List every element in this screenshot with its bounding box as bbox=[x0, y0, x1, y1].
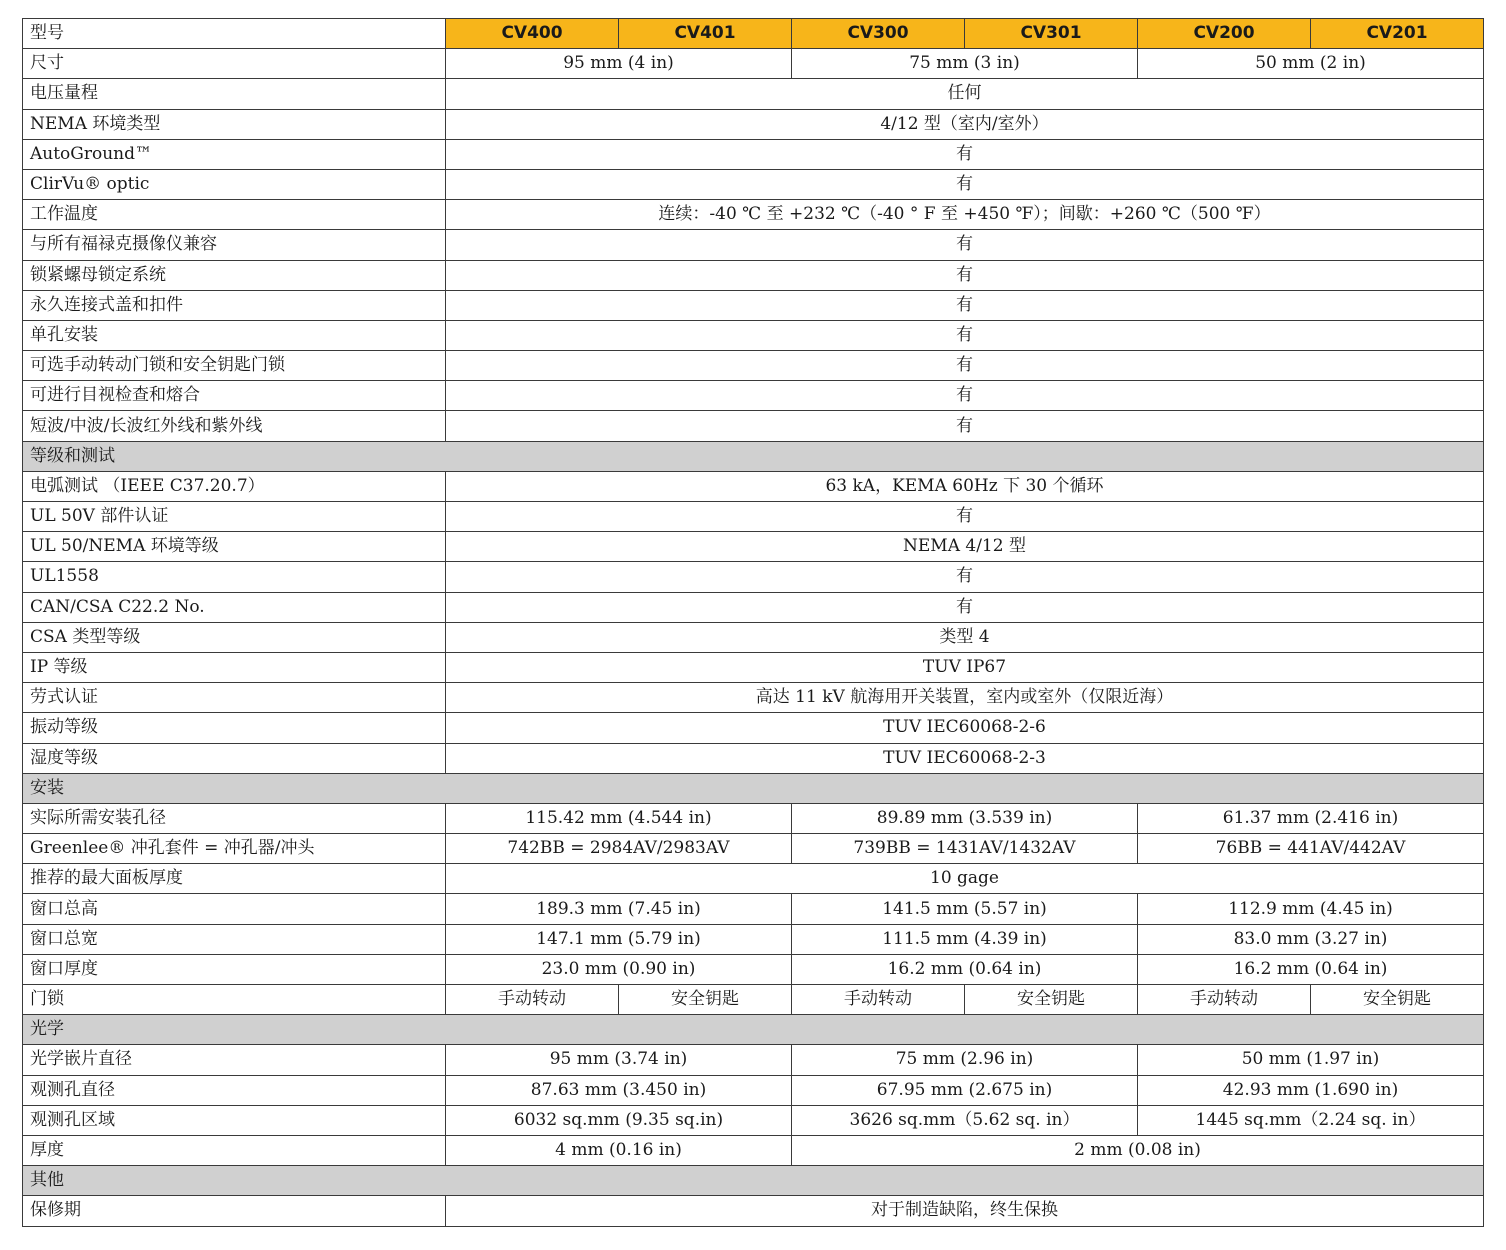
section-header-row bbox=[23, 773, 1484, 803]
spec-value: 连续：-40 ℃ 至 +232 ℃（-40 ° F 至 +450 ℉）；间歇：+260 ℃（500 ℉） bbox=[446, 200, 1484, 230]
spec-value: 16.2 mm (0.64 in) bbox=[1138, 954, 1484, 984]
spec-label: Greenlee® 冲孔套件 = 冲孔器/冲头 bbox=[23, 834, 446, 864]
spec-value: 75 mm (2.96 in) bbox=[792, 1045, 1138, 1075]
spec-value: 42.93 mm (1.690 in) bbox=[1138, 1075, 1484, 1105]
spec-label: 观测孔直径 bbox=[23, 1075, 446, 1105]
spec-row bbox=[23, 713, 1484, 743]
spec-value: 6032 sq.mm (9.35 sq.in) bbox=[446, 1105, 792, 1135]
header-label: 型号 bbox=[23, 19, 446, 49]
spec-value: 有 bbox=[446, 139, 1484, 169]
spec-label: 电弧测试 （IEEE C37.20.7） bbox=[23, 471, 446, 501]
spec-label: 振动等级 bbox=[23, 713, 446, 743]
spec-value: 739BB = 1431AV/1432AV bbox=[792, 834, 1138, 864]
spec-value: TUV IEC60068-2-3 bbox=[446, 743, 1484, 773]
spec-value: NEMA 4/12 型 bbox=[446, 532, 1484, 562]
spec-row bbox=[23, 290, 1484, 320]
spec-value: 手动转动 bbox=[1138, 985, 1311, 1015]
spec-row bbox=[23, 622, 1484, 652]
spec-value: 类型 4 bbox=[446, 622, 1484, 652]
spec-label: 窗口总高 bbox=[23, 894, 446, 924]
spec-row bbox=[23, 592, 1484, 622]
spec-label: 短波/中波/长波红外线和紫外线 bbox=[23, 411, 446, 441]
spec-label: 实际所需安装孔径 bbox=[23, 803, 446, 833]
spec-value: 1445 sq.mm（2.24 sq. in） bbox=[1138, 1105, 1484, 1135]
spec-row bbox=[23, 109, 1484, 139]
spec-row bbox=[23, 381, 1484, 411]
spec-value: 141.5 mm (5.57 in) bbox=[792, 894, 1138, 924]
spec-value: 有 bbox=[446, 230, 1484, 260]
spec-label: CAN/CSA C22.2 No. bbox=[23, 592, 446, 622]
spec-label: 观测孔区域 bbox=[23, 1105, 446, 1135]
section-header-row bbox=[23, 441, 1484, 471]
spec-label: 湿度等级 bbox=[23, 743, 446, 773]
spec-label: 电压量程 bbox=[23, 79, 446, 109]
spec-value: 有 bbox=[446, 411, 1484, 441]
spec-label: ClirVu® optic bbox=[23, 169, 446, 199]
spec-value: 75 mm (3 in) bbox=[792, 49, 1138, 79]
spec-value: 有 bbox=[446, 381, 1484, 411]
spec-label: 尺寸 bbox=[23, 49, 446, 79]
spec-value: 742BB = 2984AV/2983AV bbox=[446, 834, 792, 864]
spec-row bbox=[23, 169, 1484, 199]
spec-row bbox=[23, 49, 1484, 79]
spec-row bbox=[23, 985, 1484, 1015]
spec-label: 窗口厚度 bbox=[23, 954, 446, 984]
spec-value: 95 mm (3.74 in) bbox=[446, 1045, 792, 1075]
spec-row bbox=[23, 79, 1484, 109]
spec-row bbox=[23, 834, 1484, 864]
model-cv200: CV200 bbox=[1138, 19, 1311, 49]
header-row bbox=[23, 19, 1484, 49]
spec-value: 有 bbox=[446, 320, 1484, 350]
section-title: 其他 bbox=[23, 1166, 1484, 1196]
spec-label: 厚度 bbox=[23, 1135, 446, 1165]
model-cv201: CV201 bbox=[1311, 19, 1484, 49]
spec-label: 可选手动转动门锁和安全钥匙门锁 bbox=[23, 351, 446, 381]
spec-value: 有 bbox=[446, 260, 1484, 290]
spec-value: 安全钥匙 bbox=[619, 985, 792, 1015]
spec-value: 有 bbox=[446, 290, 1484, 320]
spec-label: NEMA 环境类型 bbox=[23, 109, 446, 139]
spec-value: 安全钥匙 bbox=[1311, 985, 1484, 1015]
spec-label: 推荐的最大面板厚度 bbox=[23, 864, 446, 894]
spec-label: 永久连接式盖和扣件 bbox=[23, 290, 446, 320]
spec-row bbox=[23, 320, 1484, 350]
spec-value: 4/12 型（室内/室外） bbox=[446, 109, 1484, 139]
spec-row bbox=[23, 1135, 1484, 1165]
spec-value: 有 bbox=[446, 502, 1484, 532]
spec-row bbox=[23, 683, 1484, 713]
spec-value: 63 kA，KEMA 60Hz 下 30 个循环 bbox=[446, 471, 1484, 501]
spec-value: 3626 sq.mm（5.62 sq. in） bbox=[792, 1105, 1138, 1135]
spec-row bbox=[23, 954, 1484, 984]
spec-value: 67.95 mm (2.675 in) bbox=[792, 1075, 1138, 1105]
spec-value: TUV IEC60068-2-6 bbox=[446, 713, 1484, 743]
section-title: 安装 bbox=[23, 773, 1484, 803]
section-header-row bbox=[23, 1015, 1484, 1045]
spec-value: 任何 bbox=[446, 79, 1484, 109]
spec-label: 劳式认证 bbox=[23, 683, 446, 713]
spec-row bbox=[23, 894, 1484, 924]
spec-label: 工作温度 bbox=[23, 200, 446, 230]
spec-value: 147.1 mm (5.79 in) bbox=[446, 924, 792, 954]
spec-value: 有 bbox=[446, 351, 1484, 381]
spec-row bbox=[23, 411, 1484, 441]
spec-label: 与所有福禄克摄像仪兼容 bbox=[23, 230, 446, 260]
spec-value: 手动转动 bbox=[446, 985, 619, 1015]
spec-label: UL 50/NEMA 环境等级 bbox=[23, 532, 446, 562]
spec-label: 可进行目视检查和熔合 bbox=[23, 381, 446, 411]
spec-value: 23.0 mm (0.90 in) bbox=[446, 954, 792, 984]
spec-label: 保修期 bbox=[23, 1196, 446, 1226]
spec-row bbox=[23, 1196, 1484, 1226]
spec-row bbox=[23, 1075, 1484, 1105]
spec-value: 83.0 mm (3.27 in) bbox=[1138, 924, 1484, 954]
spec-label: 单孔安装 bbox=[23, 320, 446, 350]
spec-value: 61.37 mm (2.416 in) bbox=[1138, 803, 1484, 833]
spec-value: 16.2 mm (0.64 in) bbox=[792, 954, 1138, 984]
spec-value: 高达 11 kV 航海用开关装置，室内或室外（仅限近海） bbox=[446, 683, 1484, 713]
spec-label: IP 等级 bbox=[23, 652, 446, 682]
spec-value: 76BB = 441AV/442AV bbox=[1138, 834, 1484, 864]
spec-row bbox=[23, 652, 1484, 682]
spec-value: 50 mm (2 in) bbox=[1138, 49, 1484, 79]
spec-row bbox=[23, 1045, 1484, 1075]
section-title: 等级和测试 bbox=[23, 441, 1484, 471]
spec-row bbox=[23, 230, 1484, 260]
spec-row bbox=[23, 562, 1484, 592]
spec-value: 50 mm (1.97 in) bbox=[1138, 1045, 1484, 1075]
spec-value: 安全钥匙 bbox=[965, 985, 1138, 1015]
model-cv400: CV400 bbox=[446, 19, 619, 49]
spec-value: 115.42 mm (4.544 in) bbox=[446, 803, 792, 833]
spec-value: 10 gage bbox=[446, 864, 1484, 894]
spec-value: 对于制造缺陷，终生保换 bbox=[446, 1196, 1484, 1226]
spec-row bbox=[23, 803, 1484, 833]
spec-row bbox=[23, 502, 1484, 532]
spec-label: 门锁 bbox=[23, 985, 446, 1015]
spec-value: 手动转动 bbox=[792, 985, 965, 1015]
spec-value: 89.89 mm (3.539 in) bbox=[792, 803, 1138, 833]
model-cv401: CV401 bbox=[619, 19, 792, 49]
spec-row bbox=[23, 139, 1484, 169]
spec-value: 111.5 mm (4.39 in) bbox=[792, 924, 1138, 954]
spec-row bbox=[23, 864, 1484, 894]
model-cv301: CV301 bbox=[965, 19, 1138, 49]
spec-row bbox=[23, 743, 1484, 773]
section-header-row bbox=[23, 1166, 1484, 1196]
spec-label: AutoGround™ bbox=[23, 139, 446, 169]
spec-row bbox=[23, 351, 1484, 381]
spec-row bbox=[23, 924, 1484, 954]
spec-row bbox=[23, 260, 1484, 290]
model-cv300: CV300 bbox=[792, 19, 965, 49]
spec-value: 189.3 mm (7.45 in) bbox=[446, 894, 792, 924]
spec-value: 95 mm (4 in) bbox=[446, 49, 792, 79]
spec-label: UL 50V 部件认证 bbox=[23, 502, 446, 532]
spec-table bbox=[22, 18, 1484, 1227]
spec-row bbox=[23, 1105, 1484, 1135]
spec-value: 有 bbox=[446, 562, 1484, 592]
section-title: 光学 bbox=[23, 1015, 1484, 1045]
spec-value: 有 bbox=[446, 592, 1484, 622]
spec-label: 光学嵌片直径 bbox=[23, 1045, 446, 1075]
spec-row bbox=[23, 200, 1484, 230]
spec-row bbox=[23, 471, 1484, 501]
spec-label: CSA 类型等级 bbox=[23, 622, 446, 652]
spec-value: 112.9 mm (4.45 in) bbox=[1138, 894, 1484, 924]
spec-value: TUV IP67 bbox=[446, 652, 1484, 682]
spec-value: 4 mm (0.16 in) bbox=[446, 1135, 792, 1165]
spec-value: 2 mm (0.08 in) bbox=[792, 1135, 1484, 1165]
spec-value: 有 bbox=[446, 169, 1484, 199]
spec-row bbox=[23, 532, 1484, 562]
spec-value: 87.63 mm (3.450 in) bbox=[446, 1075, 792, 1105]
spec-label: 锁紧螺母锁定系统 bbox=[23, 260, 446, 290]
spec-label: UL1558 bbox=[23, 562, 446, 592]
spec-label: 窗口总宽 bbox=[23, 924, 446, 954]
